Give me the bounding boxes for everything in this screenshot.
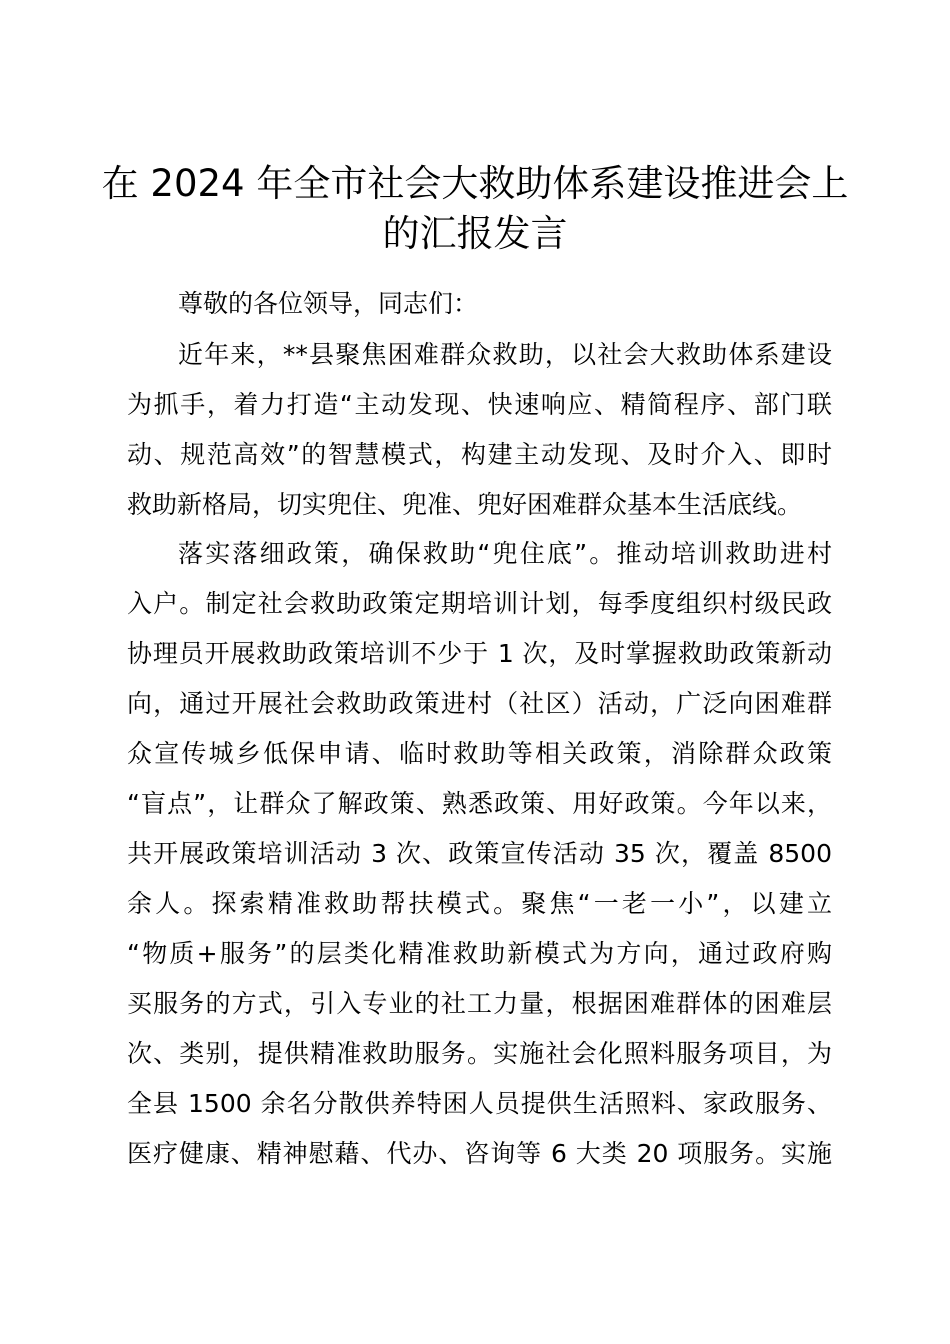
paragraph-1-line: 动、规范高效”的智慧模式，构建主动发现、及时介入、即时 [127, 440, 832, 469]
paragraph-2-line: 买服务的方式，引入专业的社工力量，根据困难群体的困难层 [127, 989, 832, 1018]
paragraph-1-line: 近年来，**县聚焦困难群众救助，以社会大救助体系建设 [178, 340, 832, 369]
paragraph-2-line: 协理员开展救助政策培训不少于 1 次，及时掌握救助政策新动 [127, 639, 832, 668]
paragraph-2-line: 共开展政策培训活动 3 次、政策宣传活动 35 次，覆盖 8500 [127, 839, 832, 868]
paragraph-2-line: 次、类别，提供精准救助服务。实施社会化照料服务项目，为 [127, 1039, 832, 1068]
paragraph-2-line: “盲点”，让群众了解政策、熟悉政策、用好政策。今年以来， [127, 789, 832, 818]
paragraph-2-line: 向，通过开展社会救助政策进村（社区）活动，广泛向困难群 [127, 689, 832, 718]
paragraph-2-line: 入户。制定社会救助政策定期培训计划，每季度组织村级民政 [127, 589, 832, 618]
document-title-line-2: 的汇报发言 [382, 212, 568, 255]
paragraph-2-line: 全县 1500 余名分散供养特困人员提供生活照料、家政服务、 [127, 1089, 832, 1118]
paragraph-2-line: “物质+服务”的层类化精准救助新模式为方向，通过政府购 [127, 939, 832, 968]
paragraph-2-line: 落实落细政策，确保救助“兜住底”。推动培训救助进村 [178, 539, 832, 568]
paragraph-1-line: 救助新格局，切实兜住、兜准、兜好困难群众基本生活底线。 [127, 490, 803, 519]
paragraph-1-line: 为抓手，着力打造“主动发现、快速响应、精简程序、部门联 [127, 390, 832, 419]
paragraph-2-line: 余人。探索精准救助帮扶模式。聚焦“一老一小”，以建立 [127, 889, 832, 918]
document-title-line-1: 在 2024 年全市社会大救助体系建设推进会上 [101, 162, 849, 205]
paragraph-2-line: 众宣传城乡低保申请、临时救助等相关政策，消除群众政策 [127, 739, 832, 768]
salutation: 尊敬的各位领导，同志们： [178, 289, 479, 318]
paragraph-2-line: 医疗健康、精神慰藉、代办、咨询等 6 大类 20 项服务。实施 [127, 1139, 832, 1168]
